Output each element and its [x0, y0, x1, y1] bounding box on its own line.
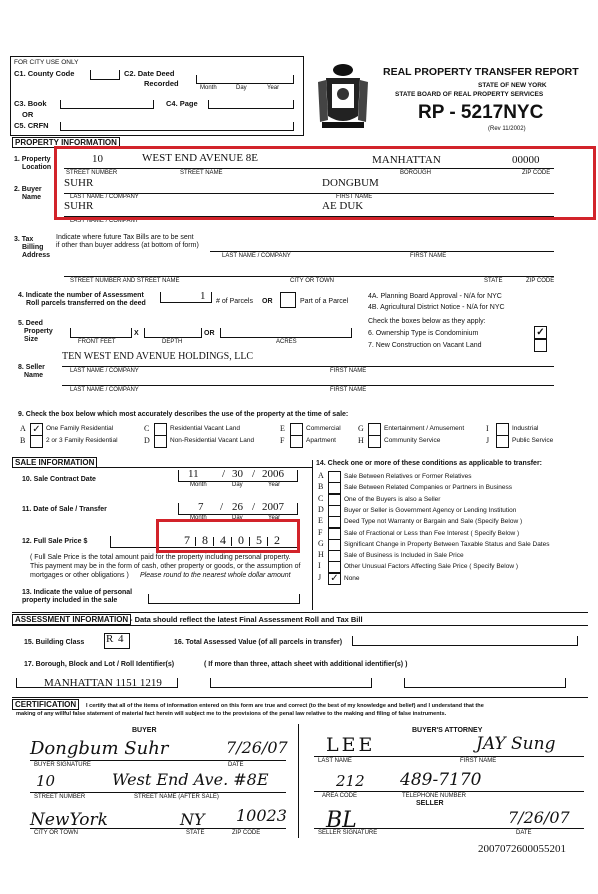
use-label: Residential Vacant Land	[170, 425, 240, 432]
divider	[30, 792, 286, 793]
buyer1-first: DONGBUM	[322, 177, 379, 189]
use-label: Industrial	[512, 425, 539, 432]
caption-tax-street: STREET NUMBER AND STREET NAME	[70, 278, 180, 284]
or-4: OR	[262, 298, 273, 305]
note-4a: 4A. Planning Board Approval - N/A for NYC	[368, 293, 502, 300]
crfn-field	[60, 122, 294, 131]
caption-acres: ACRES	[276, 339, 297, 345]
parcels-label: # of Parcels	[216, 298, 253, 305]
q5-label3: Size	[24, 336, 39, 343]
condition-letter: G	[318, 538, 324, 548]
revision: (Rev 11/2002)	[488, 126, 526, 132]
condition-checkbox[interactable]	[328, 505, 341, 517]
condition-letter: A	[318, 471, 324, 480]
assessment-note: - Data should reflect the latest Final Assessment Roll and Tax Bill	[130, 615, 363, 624]
condition-checkbox[interactable]	[328, 516, 341, 528]
use-letter: F	[280, 436, 285, 445]
caption-tax-state: STATE	[484, 278, 503, 284]
acres-field	[220, 328, 352, 338]
transfer-date-field	[178, 503, 298, 515]
condition-label: Sale of Business is Included in Sale Price	[344, 552, 464, 560]
use-label: Entertainment / Amusement	[384, 425, 465, 432]
divider	[64, 276, 554, 277]
transfer-day: 26	[232, 501, 243, 513]
condition-checkbox[interactable]: ✓	[328, 573, 341, 585]
condition-letter: H	[318, 550, 324, 560]
state-seal-icon	[312, 60, 374, 132]
caption-contract-month: Month	[190, 482, 207, 488]
divider	[12, 625, 588, 626]
attorney-first: JAY Sung	[476, 734, 556, 754]
condition-label: Sale Between Relatives or Former Relatives	[344, 473, 472, 480]
c1-label: C1. County Code	[14, 69, 75, 78]
buyer-title: BUYER	[132, 727, 157, 734]
caption-last-name: LAST NAME / COMPANY	[70, 194, 139, 200]
caption-seller-first: FIRST NAME	[330, 368, 367, 374]
seller-name: TEN WEST END AVENUE HOLDINGS, LLC	[62, 351, 254, 362]
use-label: 2 or 3 Family Residential	[46, 437, 118, 444]
q17-label: 17. Borough, Block and Lot / Roll Identifier(s)	[24, 661, 175, 668]
condition-label: Buyer or Seller is Government Agency or Lending Institution	[344, 506, 517, 514]
city-use-label: FOR CITY USE ONLY	[14, 59, 79, 66]
use-checkbox[interactable]	[154, 435, 167, 448]
condition-letter: E	[318, 516, 323, 526]
q10-label: 10. Sale Contract Date	[22, 476, 96, 483]
attorney-last: LEE	[326, 734, 376, 756]
c2-label: C2. Date Deed	[124, 69, 175, 78]
price-digit: 4	[220, 533, 226, 547]
county-code-field	[90, 70, 120, 80]
use-label: One Family Residential	[46, 425, 114, 432]
q3-note1: Indicate where future Tax Bills are to be sent	[56, 234, 194, 241]
bbl-field-2	[210, 678, 372, 688]
q3-label: 3. Tax	[14, 236, 34, 243]
condition-checkbox[interactable]	[328, 471, 341, 483]
highlight-buyer-box	[54, 146, 596, 220]
use-label: Public Service	[512, 437, 554, 444]
divider	[62, 366, 554, 367]
price-note-2: This payment may be in the form of cash, other property or goods, or the assumption of	[30, 563, 301, 570]
recorded-label: Recorded	[144, 79, 179, 88]
caption-seller-last: LAST NAME / COMPANY	[70, 368, 139, 374]
q1-label2: Location	[22, 164, 52, 171]
q15-label: 15. Building Class	[24, 639, 85, 646]
use-label: Apartment	[306, 437, 336, 444]
q13-label: 13. Indicate the value of personal	[22, 589, 133, 596]
cert-text-1: I certify that all of the items of information entered on this form are true and correct (to the best of my knowledge and belief) and I understand that the	[86, 703, 484, 709]
certification-header: CERTIFICATION	[12, 699, 79, 710]
year-caption: Year	[267, 85, 280, 91]
condition-letter: I	[318, 561, 321, 571]
buyer-street-name: West End Ave. #8E	[112, 770, 269, 789]
caption-attorney-first: FIRST NAME	[460, 758, 497, 764]
condition-letter: C	[318, 493, 324, 503]
personal-property-field	[148, 594, 300, 604]
q3-label2: Billing	[22, 244, 44, 251]
caption-seller-date: DATE	[516, 830, 532, 836]
condition-letter: F	[318, 527, 323, 537]
divider	[314, 756, 584, 757]
caption-transfer-month: Month	[190, 515, 207, 521]
use-letter: E	[280, 424, 285, 433]
divider	[210, 251, 554, 252]
caption-buyer-zip: ZIP CODE	[232, 830, 261, 836]
use-letter: A	[20, 424, 26, 433]
caption-depth: DEPTH	[162, 339, 183, 345]
caption-transfer-day: Day	[232, 515, 243, 521]
attorney-phone: 489-7170	[400, 770, 482, 790]
use-letter: J	[486, 436, 490, 445]
cert-text-2: making of any willful false statement of material fact herein will subject me to the provisions of the penal law relative to the making and filing of false instruments.	[16, 711, 447, 717]
condition-label: None	[344, 574, 360, 582]
street-name-value: WEST END AVENUE 8E	[142, 152, 259, 164]
condition-letter: J	[318, 572, 322, 582]
divider	[30, 828, 286, 829]
condition-label: Significant Change in Property Between Taxable Status and Sale Dates	[344, 540, 550, 548]
document-number: 2007072600055201	[478, 843, 566, 855]
caption-tax-last: LAST NAME / COMPANY	[222, 253, 291, 259]
or-label: OR	[22, 110, 34, 119]
q3-label3: Address	[22, 252, 51, 259]
assessed-value-field	[352, 636, 578, 646]
q16-label: 16. Total Assessed Value (of all parcels in transfer)	[174, 639, 343, 646]
form-code: RP - 5217NYC	[418, 102, 544, 123]
condition-label: Other Unusual Factors Affecting Sale Price ( Specify Below )	[344, 563, 519, 571]
front-feet-field	[70, 328, 132, 338]
q2-label: 2. Buyer	[14, 186, 42, 193]
caption-street-no: STREET NUMBER	[34, 794, 86, 800]
caption-tax-first: FIRST NAME	[410, 253, 447, 259]
q11-label: 11. Date of Sale / Transfer	[22, 506, 107, 513]
buyer-state: NY	[180, 810, 205, 829]
q5-label2: Property	[24, 328, 53, 335]
highlight-price-box	[156, 519, 300, 553]
condition-checkbox[interactable]	[328, 494, 341, 506]
condition-checkbox[interactable]	[328, 550, 341, 562]
divider	[314, 791, 584, 792]
caption-phone: TELEPHONE NUMBER	[402, 793, 467, 799]
caption-tax-zip: ZIP CODE	[526, 278, 555, 284]
c4-label: C4. Page	[166, 99, 198, 108]
caption-buyer-city: CITY OR TOWN	[34, 830, 79, 836]
seller-signature: BL	[326, 808, 357, 833]
zip-value: 00000	[512, 154, 540, 166]
bbl-value: MANHATTAN 1151 1219	[44, 677, 162, 689]
q17-note: ( If more than three, attach sheet with additional identifier(s) )	[204, 661, 408, 668]
q4-label: 4. Indicate the number of Assessment	[18, 292, 144, 299]
use-checkbox[interactable]	[496, 435, 509, 448]
attorney-area: 212	[336, 772, 365, 790]
condition-label: One of the Buyers is also a Seller	[344, 495, 441, 503]
sale-info-header: SALE INFORMATION	[12, 457, 97, 468]
price-digit: 5	[256, 533, 262, 547]
use-checkbox[interactable]: ✓	[30, 423, 43, 436]
assessment-header: ASSESSMENT INFORMATION	[12, 614, 131, 625]
q6-checkbox[interactable]: ✓	[534, 326, 547, 339]
buyer1-last: SUHR	[64, 177, 94, 189]
transfer-year: 2007	[262, 501, 284, 513]
check-boxes-note: Check the boxes below as they apply:	[368, 318, 486, 325]
contract-year: 2006	[262, 468, 284, 480]
divider	[312, 460, 313, 610]
use-letter: I	[486, 424, 489, 433]
buyer-city: NewYork	[30, 810, 108, 830]
depth-field	[144, 328, 202, 338]
report-title: REAL PROPERTY TRANSFER REPORT	[383, 66, 579, 78]
caption-contract-day: Day	[232, 482, 243, 488]
divider	[62, 385, 554, 386]
day-caption: Day	[236, 85, 247, 91]
use-label: Non-Residential Vacant Land	[170, 437, 255, 444]
divider	[12, 697, 588, 698]
q1-label: 1. Property	[14, 156, 51, 163]
use-checkbox[interactable]	[368, 435, 381, 448]
caption-attorney-last: LAST NAME	[318, 758, 352, 764]
q4-label2: Roll parcels transferred on the deed	[26, 300, 146, 307]
caption-buyer-sig: BUYER SIGNATURE	[34, 762, 91, 768]
q9-label: 9. Check the box below which most accurately describes the use of the property at the time of sale:	[18, 411, 349, 418]
use-letter: G	[358, 424, 364, 433]
state-name: STATE OF NEW YORK	[478, 82, 547, 89]
condition-label: Sale Between Related Companies or Partners in Business	[344, 484, 513, 492]
c5-label: C5. CRFN	[14, 121, 49, 130]
use-label: Commercial	[306, 425, 341, 432]
caption-transfer-year: Year	[268, 515, 281, 521]
q7-checkbox[interactable]	[534, 339, 547, 352]
caption-street-number: STREET NUMBER	[66, 170, 118, 176]
use-checkbox[interactable]	[30, 435, 43, 448]
board-name: STATE BOARD OF REAL PROPERTY SERVICES	[395, 91, 544, 98]
caption-seller-last-2: LAST NAME / COMPANY	[70, 387, 139, 393]
condition-label: Sale of Fractional or Less than Fee Interest ( Specify Below )	[344, 529, 520, 537]
building-class-1: R	[106, 633, 114, 645]
caption-buyer-state: STATE	[186, 830, 205, 836]
caption-street-after: STREET NAME (AFTER SALE)	[134, 794, 219, 800]
divider	[314, 828, 584, 829]
note-4b: 4B. Agricultural District Notice - N/A for NYC	[368, 304, 505, 311]
use-label: Community Service	[384, 437, 441, 444]
contract-month: 11	[188, 468, 199, 480]
c3-label: C3. Book	[14, 99, 47, 108]
buyer-street-no: 10	[36, 772, 56, 790]
condition-label: Deed Type not Warranty or Bargain and Sale (Specify Below )	[344, 518, 523, 526]
caption-seller-sig: SELLER SIGNATURE	[318, 830, 378, 836]
divider	[30, 760, 286, 761]
condition-letter: D	[318, 504, 324, 514]
use-letter: D	[144, 436, 150, 445]
price-note-4: Please round to the nearest whole dollar amount	[140, 572, 291, 579]
caption-buyer-date: DATE	[228, 762, 244, 768]
buyer-zip: 10023	[236, 806, 287, 825]
contract-date-field	[178, 470, 298, 482]
q12-label: 12. Full Sale Price $	[22, 538, 88, 545]
q7-label: 7. New Construction on Vacant Land	[368, 342, 482, 349]
caption-tax-city: CITY OR TOWN	[290, 278, 335, 284]
part-parcel-label: Part of a Parcel	[300, 298, 349, 305]
condition-checkbox[interactable]	[328, 561, 341, 573]
caption-street-name: STREET NAME	[180, 170, 223, 176]
condition-checkbox[interactable]	[328, 482, 341, 494]
q2-label2: Name	[22, 194, 42, 201]
caption-area-code: AREA CODE	[322, 793, 358, 799]
condition-checkbox[interactable]	[328, 539, 341, 551]
book-field	[60, 100, 154, 109]
q13-label2: property included in the sale	[22, 597, 118, 604]
caption-zip: ZIP CODE	[522, 170, 551, 176]
condition-checkbox[interactable]	[328, 528, 341, 540]
bbl-field-3	[404, 678, 566, 688]
q14-label: 14. Check one or more of these conditions as applicable to transfer:	[316, 460, 542, 467]
or-5: OR	[204, 330, 215, 337]
borough-value: MANHATTAN	[372, 154, 441, 166]
q8-label2: Name	[24, 372, 44, 379]
q5-label: 5. Deed	[18, 320, 43, 327]
caption-front-feet: FRONT FEET	[78, 339, 116, 345]
price-digit: 7	[184, 533, 190, 547]
price-digit: 2	[274, 533, 280, 547]
divider	[298, 724, 299, 838]
buyer-signature: Dongbum Suhr	[30, 738, 169, 759]
price-digit: 8	[202, 533, 208, 547]
condition-letter: B	[318, 482, 324, 492]
buyer2-first: AE DUK	[322, 200, 364, 212]
use-letter: C	[144, 424, 150, 433]
transfer-month: 7	[198, 501, 204, 513]
caption-last-name-2: LAST NAME / COMPANY	[70, 218, 139, 224]
use-letter: B	[20, 436, 26, 445]
property-info-header: PROPERTY INFORMATION	[12, 137, 120, 148]
contract-day: 30	[232, 468, 243, 480]
use-letter: H	[358, 436, 364, 445]
price-note-3: mortgages or other obligations )	[30, 572, 129, 579]
date-recorded-field	[196, 75, 294, 84]
seller-title: SELLER	[416, 800, 444, 807]
buyer2-last: SUHR	[64, 200, 94, 212]
building-class-2: 4	[118, 633, 124, 645]
q3-note2: if other than buyer address (at bottom of form)	[56, 242, 199, 249]
price-note-1: ( Full Sale Price is the total amount paid for the property including personal property.	[30, 554, 291, 561]
caption-borough: BOROUGH	[400, 170, 432, 176]
seller-date: 7/26/07	[508, 808, 570, 827]
page-field	[208, 100, 294, 109]
buyer-date: 7/26/07	[226, 738, 288, 757]
street-number-value: 10	[92, 153, 103, 165]
attorney-title: BUYER'S ATTORNEY	[412, 727, 483, 734]
q6-label: 6. Ownership Type is Condominium	[368, 330, 479, 337]
divider	[12, 612, 588, 613]
parcels-value: 1	[200, 290, 206, 302]
part-parcel-checkbox[interactable]	[280, 292, 296, 308]
caption-first-name: FIRST NAME	[336, 194, 373, 200]
caption-contract-year: Year	[268, 482, 281, 488]
month-caption: Month	[200, 85, 217, 91]
use-checkbox[interactable]	[290, 435, 303, 448]
caption-seller-first-2: FIRST NAME	[330, 387, 367, 393]
q8-label: 8. Seller	[18, 364, 45, 371]
price-digit: 0	[238, 533, 244, 547]
